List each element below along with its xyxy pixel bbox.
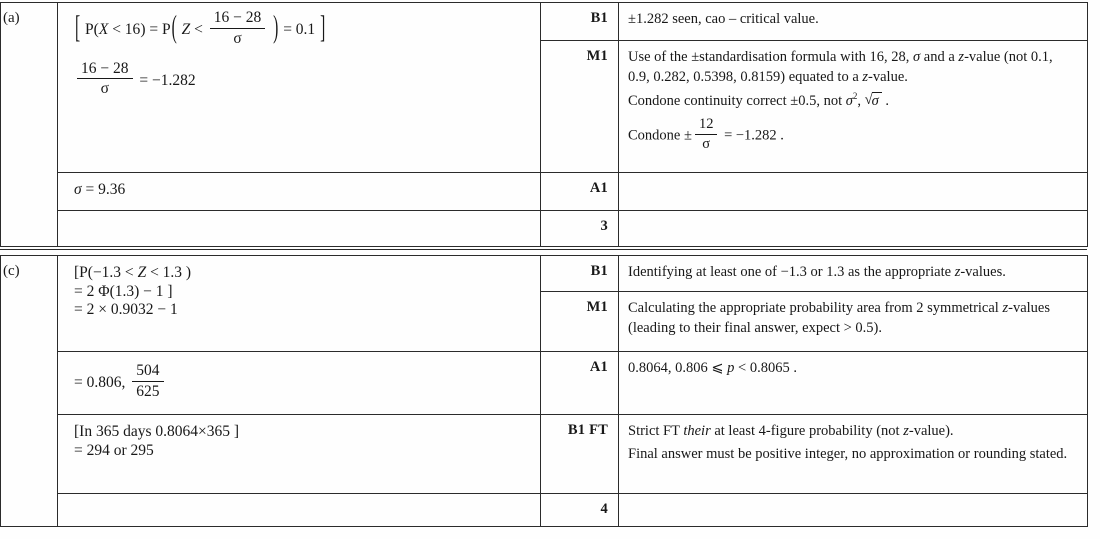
- part-a-row-b1: [1, 3, 1088, 41]
- text-segment: σ: [845, 93, 853, 109]
- guidance-c-b1ft-text-2: [628, 444, 1077, 464]
- text-segment: Use of the ±standardisation formula with 16, 28,: [628, 49, 914, 65]
- text-segment: ,: [857, 93, 865, 109]
- text-segment: their: [683, 423, 711, 439]
- square-root: √σ: [865, 91, 882, 111]
- text-segment: < 0.8065 .: [734, 360, 797, 376]
- text-segment: σ: [74, 181, 82, 198]
- text-segment: Condone continuity correct ±0.5, not: [628, 93, 846, 109]
- part-c-row-total: [1, 494, 1088, 527]
- guidance-c-b1-cell: [619, 256, 1088, 292]
- text-segment: p: [727, 360, 735, 376]
- text-segment: = 0.806,: [74, 373, 130, 391]
- text-segment: -values (leading to their final answer, expect > 0.5).: [628, 300, 1050, 336]
- formula-integer-answer: [74, 442, 534, 461]
- mark-a-m1: M1: [541, 41, 619, 173]
- part-c-row-a1: [1, 352, 1088, 415]
- formula-critical-value: [74, 59, 534, 101]
- guidance-a-total-cell: [619, 211, 1088, 247]
- text-segment: < 1.3 ): [146, 264, 192, 281]
- part-c-row-b1: [1, 256, 1088, 292]
- text-segment: Strict FT: [628, 423, 684, 439]
- guidance-c-total-cell: [619, 494, 1088, 527]
- text-segment: ±1.282 seen, cao – critical value.: [628, 11, 819, 27]
- mark-a-a1: A1: [541, 173, 619, 211]
- text-segment: ): [273, 10, 279, 46]
- guidance-c-b1ft-cell: [619, 415, 1088, 494]
- formula-standardisation: [74, 11, 534, 50]
- guidance-c-m1-text: [628, 298, 1077, 338]
- fraction: $\frac{16 - 28}{\sigma}$: [210, 9, 266, 48]
- text-segment: -value).: [908, 423, 954, 439]
- text-segment: -value.: [868, 69, 908, 85]
- text-segment: z: [958, 49, 965, 65]
- guidance-a-m1-text-3: [628, 118, 1077, 154]
- text-segment: = −1.282: [135, 71, 196, 89]
- text-segment: = 0.1: [279, 20, 320, 38]
- part-c-row-b1ft: [1, 415, 1088, 494]
- mark-c-b1ft: B1 FT: [541, 415, 619, 494]
- text-segment: 2: [852, 91, 858, 102]
- part-c-label-cell: [1, 256, 58, 527]
- guidance-c-m1-cell: [619, 292, 1088, 352]
- text-segment: -value (not 0.1, 0.9, 0.282, 0.5398, 0.8159) equated to a: [628, 49, 1053, 85]
- text-segment: σ: [913, 49, 921, 65]
- part-a-row-total: [1, 211, 1088, 247]
- text-segment: [: [75, 10, 81, 46]
- text-segment: -values.: [960, 264, 1006, 280]
- divider-line: [0, 249, 1087, 250]
- fraction: $\frac{16 - 28}{\sigma}$: [77, 60, 133, 99]
- formula-sigma-answer: [74, 181, 534, 200]
- part-a-answer-cell: [58, 173, 541, 211]
- text-segment: z: [903, 423, 909, 439]
- guidance-a-b1-text: [628, 9, 1077, 29]
- formula-probability-interval: [74, 264, 534, 283]
- part-c-working-cell-2: [58, 352, 541, 415]
- guidance-a-a1-cell: [619, 173, 1088, 211]
- text-segment: ) = P: [140, 20, 171, 38]
- part-a-table: [0, 2, 1088, 247]
- text-segment: <: [190, 20, 207, 38]
- guidance-c-b1-text: [628, 262, 1077, 282]
- text-segment: X: [98, 20, 109, 38]
- part-a-empty-cell: [58, 211, 541, 247]
- formula-phi-expression: [74, 283, 534, 302]
- part-a-row-a1: [1, 173, 1088, 211]
- total-marks-c: 4: [541, 494, 619, 527]
- formula-phi-value: [74, 301, 534, 320]
- text-segment: [P(−1.3 <: [74, 264, 138, 281]
- guidance-a-m1-cell: [619, 41, 1088, 173]
- part-c-label: (c): [3, 263, 20, 279]
- part-c-working-cell-3: [58, 415, 541, 494]
- text-segment: P(: [81, 20, 99, 38]
- text-segment: = 294 or 295: [74, 441, 154, 459]
- part-a-label-cell: [1, 3, 58, 247]
- part-c-empty-cell: [58, 494, 541, 527]
- mark-a-b1: B1: [541, 3, 619, 41]
- text-segment: Z: [181, 20, 191, 38]
- text-segment: = 2 × 0.9032 − 1: [74, 301, 178, 319]
- section-divider: [0, 247, 1087, 255]
- mark-c-m1: M1: [541, 292, 619, 352]
- text-segment: at least 4-figure probability (not: [710, 423, 904, 439]
- text-segment: 0.8064, 0.806 ⩽: [628, 360, 728, 376]
- formula-365-days: [74, 423, 534, 442]
- part-a-label: (a): [3, 10, 20, 26]
- guidance-a-m1-text-2: [628, 91, 1077, 111]
- text-segment: = 2 Φ(1.3) − 1 ]: [74, 282, 173, 300]
- text-segment: [In 365 days 0.8064×365 ]: [74, 423, 240, 440]
- text-segment: and a: [920, 49, 959, 65]
- text-segment: Calculating the appropriate probability area from 2 symmetrical: [628, 300, 1003, 316]
- guidance-a-m1-text-1: [628, 47, 1077, 87]
- total-marks-a: 3: [541, 211, 619, 247]
- part-c-working-cell-1: [58, 256, 541, 352]
- guidance-c-b1ft-text-1: [628, 421, 1077, 441]
- guidance-c-a1-text: [628, 358, 1077, 378]
- text-segment: ]: [320, 10, 326, 46]
- text-segment: z: [954, 264, 961, 280]
- text-segment: Final answer must be positive integer, no approximation or rounding stated.: [628, 446, 1068, 462]
- guidance-c-a1-cell: [619, 352, 1088, 415]
- text-segment: Condone ±: [628, 127, 692, 144]
- text-segment: (: [171, 10, 177, 46]
- text-segment: .: [881, 93, 890, 109]
- mark-c-b1: B1: [541, 256, 619, 292]
- text-segment: < 16: [108, 20, 141, 38]
- text-segment: = 9.36: [81, 181, 126, 198]
- text-segment: z: [862, 69, 869, 85]
- fraction: $\frac{12}{\sigma}$: [695, 116, 718, 152]
- guidance-a-b1-cell: [619, 3, 1088, 41]
- mark-c-a1: A1: [541, 352, 619, 415]
- text-segment: Identifying at least one of −1.3 or 1.3 as the appropriate: [628, 264, 955, 280]
- text-segment: Z: [137, 264, 147, 281]
- text-segment: z: [1002, 300, 1009, 316]
- formula-probability-answer: [74, 364, 534, 403]
- fraction: $\frac{504}{625}$: [132, 362, 163, 401]
- part-a-working-cell: [58, 3, 541, 173]
- text-segment: = −1.282 .: [720, 127, 784, 144]
- part-c-table: [0, 255, 1088, 527]
